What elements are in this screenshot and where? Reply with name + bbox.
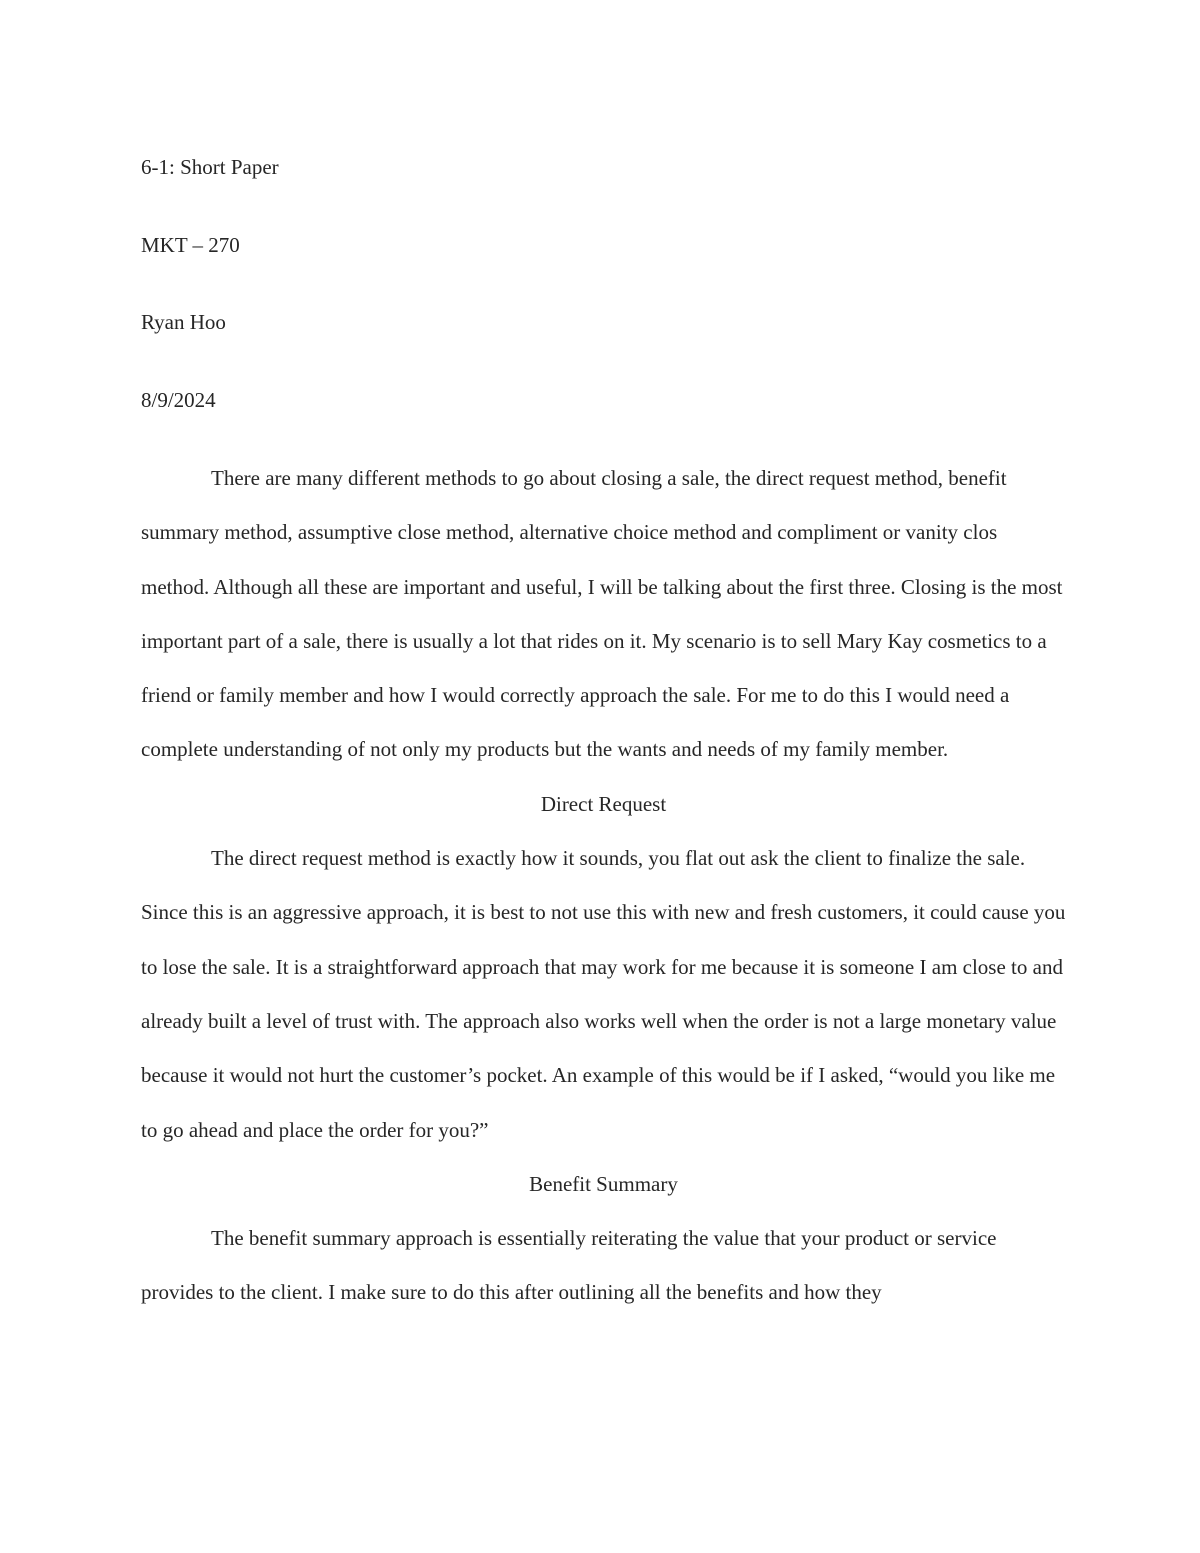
- benefit-summary-paragraph: The benefit summary approach is essentially reiterating the value that your product or service provides to the client. I make sure to do this after outlining all the benefits and how they: [141, 1226, 997, 1305]
- paper-header: [141, 140, 1066, 450]
- author-name: Ryan Hoo: [141, 310, 226, 334]
- intro-paragraph: There are many different methods to go about closing a sale, the direct request method, benefit summary method, assumptive close method, alternative choice method and compliment or vanity clos method. Although all these are important and useful, I will be talking about the first three. Closing is the most important part of a sale, there is usually a lot that rides on it. My scenario is to sell Mary Kay cosmetics to a friend or family member and how I would correctly approach the sale. For me to do this I would need a complete understanding of not only my products but the wants and needs of my family member.: [141, 466, 1063, 762]
- course-code: MKT – 270: [141, 232, 240, 257]
- assignment-title: 6-1: Short Paper: [141, 155, 279, 179]
- paper-date: 8/9/2024: [141, 387, 216, 412]
- direct-request-paragraph: The direct request method is exactly how it sounds, you flat out ask the client to finalize the sale. Since this is an aggressive approach, it is best to not use this with new and fresh customers, it could cause you to lose the sale. It is a straightforward approach that may work for me because it is someone I am close to and already built a level of trust with. The approach also works well when the order is not a large monetary value because it would not hurt the customer’s pocket. An example of this would be if I asked, “would you like me to go ahead and place the order for you?”: [141, 846, 1066, 1142]
- section-heading-direct-request: Direct Request: [540, 791, 667, 816]
- paper-body: [141, 451, 1066, 1320]
- section-heading-benefit-summary: Benefit Summary: [529, 1171, 678, 1196]
